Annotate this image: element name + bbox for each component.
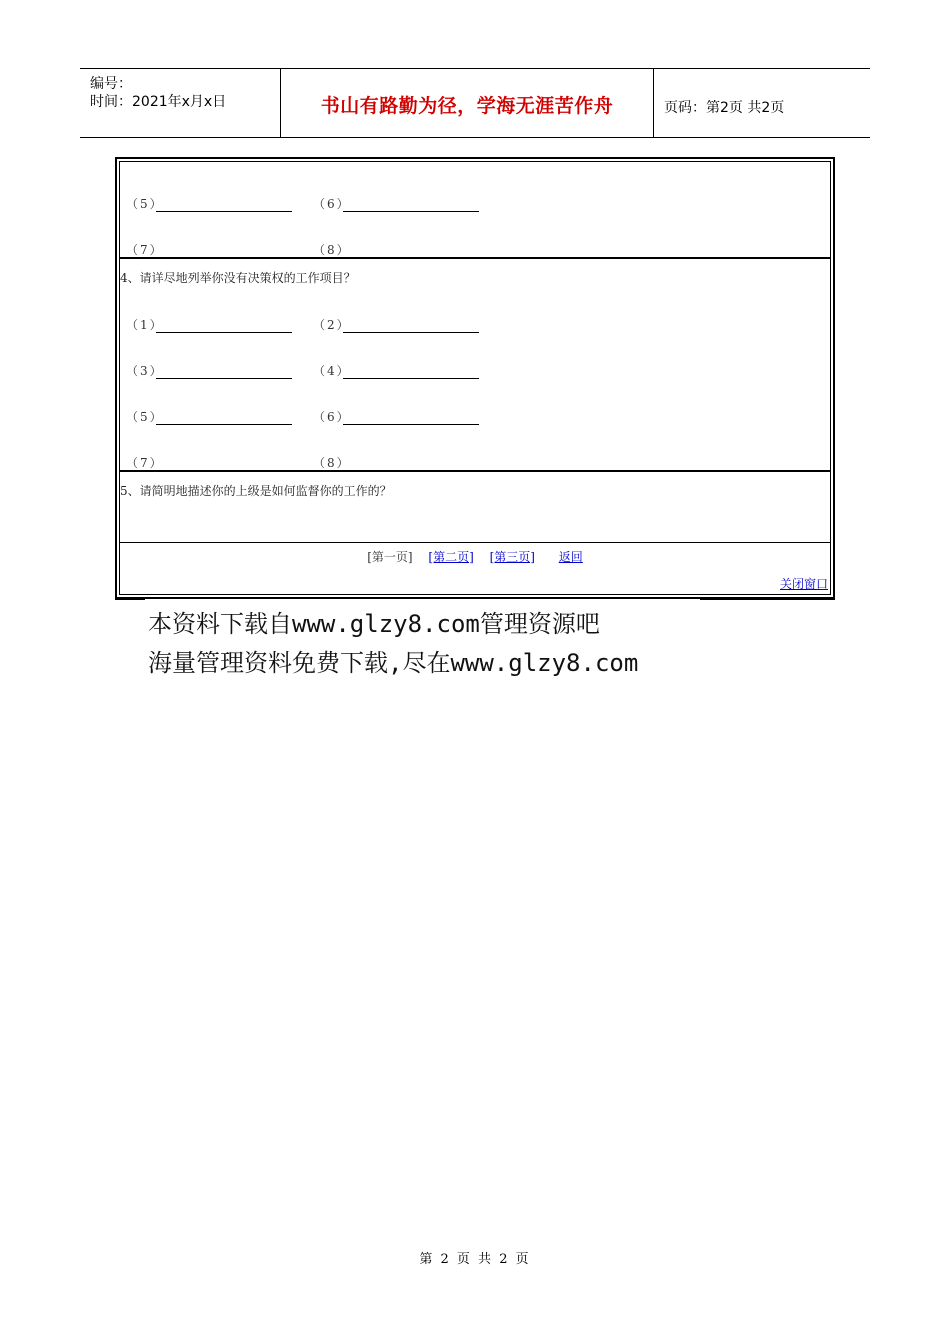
rule-segment <box>700 599 835 600</box>
serial-label: 编号： <box>90 76 132 92</box>
answer-item[interactable]: （3） <box>126 362 292 379</box>
answer-item[interactable]: （6） <box>313 408 479 425</box>
answer-blank[interactable] <box>156 366 292 379</box>
question-5: 5、请简明地描述你的上级是如何监督你的工作的？ <box>120 484 392 498</box>
form-inner <box>119 161 831 595</box>
answer-blank[interactable] <box>156 199 292 212</box>
answer-item[interactable]: （1） <box>126 316 292 333</box>
header-motto-cell <box>281 69 654 137</box>
answer-blank[interactable] <box>343 366 479 379</box>
page-footer: 第 2 页 共 2 页 <box>419 1252 531 1267</box>
answer-item[interactable]: （5） <box>126 195 292 212</box>
question-4: 4、请详尽地列举你没有决策权的工作项目？ <box>120 271 356 285</box>
page-header <box>80 68 870 138</box>
answer-blank[interactable] <box>156 412 292 425</box>
header-meta <box>80 69 281 137</box>
answer-blank[interactable] <box>156 320 292 333</box>
answer-item[interactable]: （6） <box>313 195 479 212</box>
job-analysis-form <box>115 157 835 599</box>
section-divider <box>120 470 830 472</box>
date-label: 时间：2021年x月x日 <box>90 94 227 110</box>
promo-line-1: 本资料下载自www.glzy8.com管理资源吧 <box>148 610 600 638</box>
close-window-link[interactable]: 关闭窗口 <box>779 577 828 591</box>
answer-item[interactable]: （2） <box>313 316 479 333</box>
answer-item[interactable]: （8） <box>313 241 479 258</box>
answer-item[interactable]: （5） <box>126 408 292 425</box>
answer-item[interactable]: （4） <box>313 362 479 379</box>
rule-segment <box>115 599 145 600</box>
answer-item[interactable]: （8） <box>313 454 479 471</box>
section-divider <box>120 257 830 259</box>
nav-page-3-link[interactable]: [第三页] <box>489 550 535 564</box>
promo-line-2: 海量管理资料免费下载,尽在www.glzy8.com <box>148 649 639 677</box>
answer-item[interactable]: （7） <box>126 454 292 471</box>
nav-page-2-link[interactable]: [第二页] <box>428 550 474 564</box>
answer-blank[interactable] <box>343 199 479 212</box>
nav-page-1: [第一页] <box>367 550 413 564</box>
motto: 书山有路勤为径，学海无涯苦作舟 <box>320 95 614 117</box>
page-info: 页码：第2页 共2页 <box>664 100 785 116</box>
answer-item[interactable]: （7） <box>126 241 292 258</box>
page-navigation <box>120 548 830 565</box>
answer-blank[interactable] <box>343 412 479 425</box>
back-link[interactable]: 返回 <box>558 550 583 564</box>
answer-blank[interactable] <box>343 320 479 333</box>
section-divider <box>120 542 830 543</box>
